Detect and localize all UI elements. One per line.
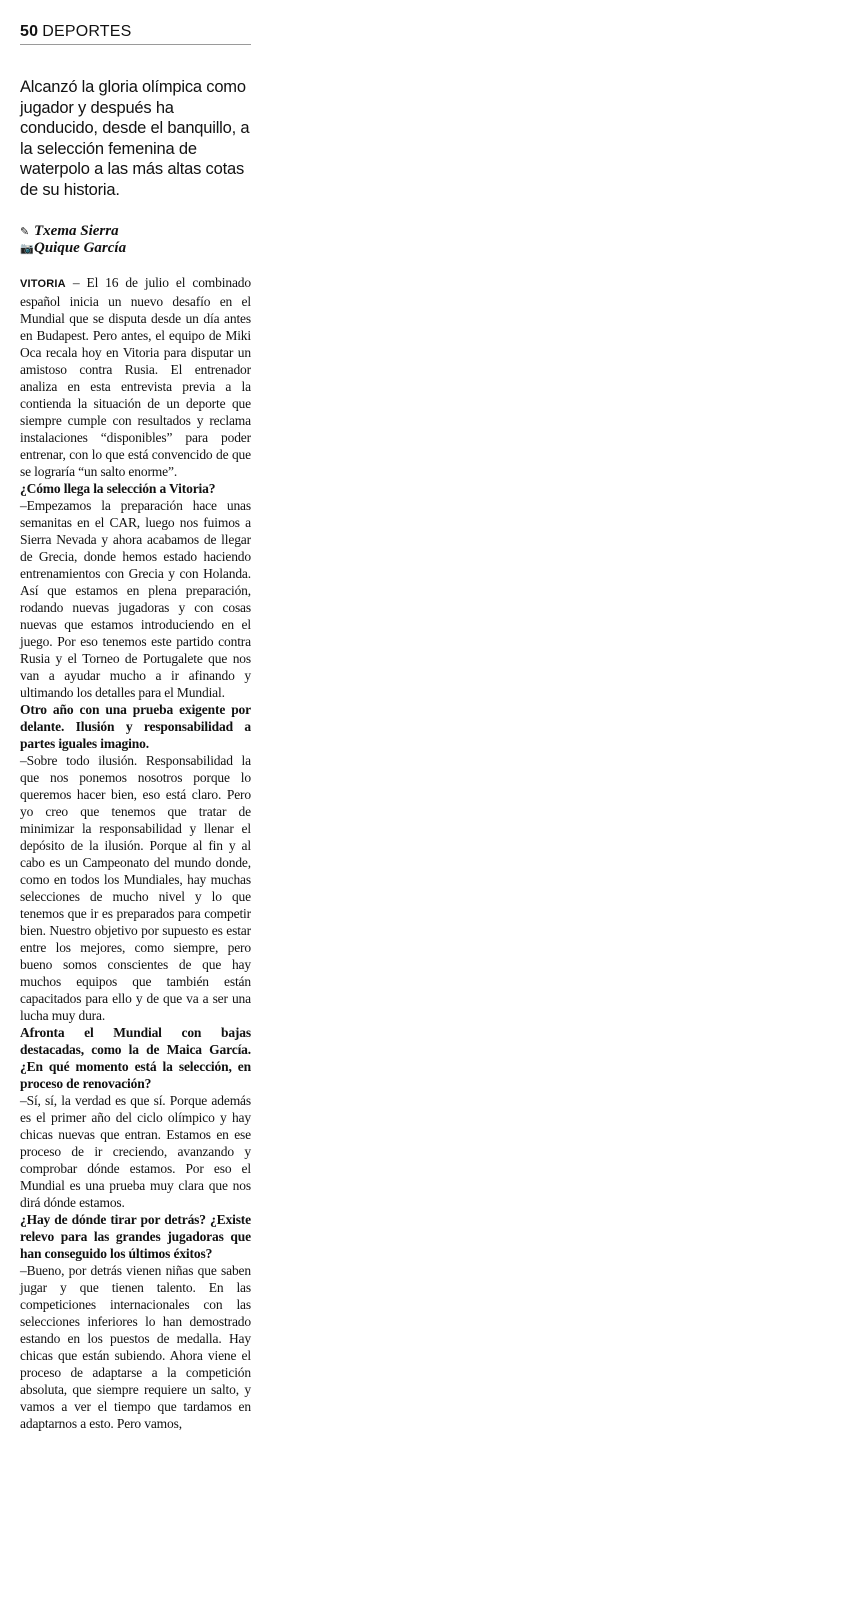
answer: –Sí, sí, la verdad es que sí. Porque además es el primer año del ciclo olímpico y hay chicas nuevas que entran. Estamos en ese proceso de ir creciendo, avanzando y comprobar dónde estamos. Por eso el Mundial es una prueba muy clara que nos dirá dónde estamos. [20,1092,251,1210]
byline-photographer [20,240,251,257]
camera-icon: 📷 [20,241,34,255]
pencil-icon: ✎ [20,224,30,238]
intro-text: – El 16 de julio el combinado español inicia un nuevo desafío en el Mundial que se disputa desde un día antes en Budapest. Pero antes, el equipo de Miki Oca recala hoy en Vitoria para disputar un amistoso contra Rusia. El entrenador analiza en esta entrevista previa a la contienda la situación de un deporte que siempre cumple con resultados y reclama instalaciones “disponibles” para poder entrenar, con lo que está convencido de que se lograría “un salto enorme”. [20,274,251,479]
dateline: VITORIA [20,277,66,290]
answer: –Empezamos la preparación hace unas semanitas en el CAR, luego nos fuimos a Sierra Nevada y ahora acabamos de llegar de Grecia, donde hemos estado haciendo entrenamientos con Grecia y con Holanda. Así que estamos en plena preparación, rodando nuevas jugadoras y con cosas nuevas que estamos introduciendo en el juego. Por eso tenemos este partido contra Rusia y el Torneo de Portugalete que nos van a ayudar mucho a ir afinando y ultimando los detalles para el Mundial. [20,497,251,700]
question: Otro año con una prueba exigente por delante. Ilusión y responsabilidad a partes iguales imagino. [20,701,251,751]
article-lead: Alcanzó la gloria olímpica como jugador y después ha conducido, desde el banquillo, a la selección femenina de waterpolo a las más altas cotas de su historia. [20,78,250,199]
photographer-name: Quique García [34,239,127,256]
bylines [20,223,251,257]
question: ¿Cómo llega la selección a Vitoria? [20,480,216,496]
answer: –Bueno, por detrás vienen niñas que saben jugar y que tienen talento. En las competiciones internacionales con las selecciones inferiores lo han demostrado estando en los puestos de medalla. Hay chicas que están subiendo. Ahora viene el proceso de adaptarse a la competición absoluta, que siempre requiere un salto, y vamos a ver el tiempo que tardamos en adaptarnos a esto. Pero vamos, [20,1262,251,1431]
article-body [20,274,251,1432]
page-number: 50 [20,23,39,40]
article-intro [20,274,251,480]
question: Afronta el Mundial con bajas destacadas, como la de Maica García. ¿En qué momento está la selección, en proceso de renovación? [20,1024,251,1091]
author-name: Txema Sierra [34,222,119,239]
byline-author [20,223,251,240]
section-name: DEPORTES [42,23,132,40]
question: ¿Hay de dónde tirar por detrás? ¿Existe relevo para las grandes jugadoras que han conseguido los últimos éxitos? [20,1211,251,1261]
answer: –Sobre todo ilusión. Responsabilidad la que nos ponemos nosotros porque lo queremos hacer bien, eso está claro. Pero yo creo que tenemos que tratar de minimizar la responsabilidad y llenar el depósito de la ilusión. Porque al fin y al cabo es un Campeonato del mundo donde, como en todos los Mundiales, hay muchas selecciones de mucho nivel y lo que tenemos que ir es preparados para competir bien. Nuestro objetivo por supuesto es estar entre los mejores, como siempre, pero bueno somos conscientes de que hay muchos equipos que también están capacitados para ello y de que va a ser una lucha muy dura. [20,752,251,1023]
page-header [20,22,251,45]
article-column [20,22,251,1432]
